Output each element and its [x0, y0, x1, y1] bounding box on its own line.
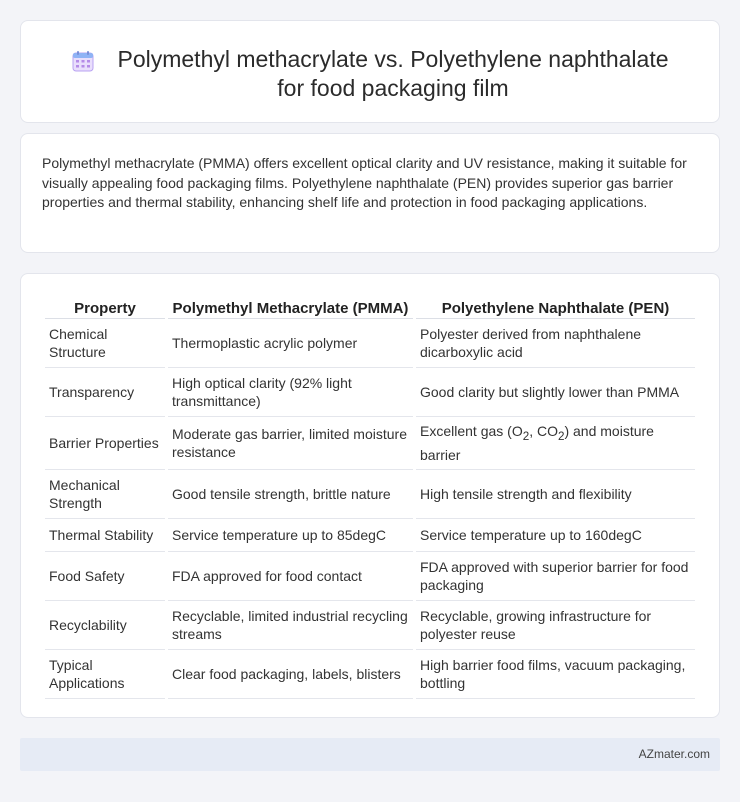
title-line-2: for food packaging film [277, 75, 509, 101]
cell-pen: High barrier food films, vacuum packaging, bottling [416, 650, 695, 699]
cell-pmma: FDA approved for food contact [168, 552, 413, 601]
cell-property: Recyclability [45, 601, 165, 650]
intro-card [20, 133, 720, 253]
cell-property: Barrier Properties [45, 417, 165, 470]
title-card [20, 20, 720, 123]
cell-pen: Polyester derived from naphthalene dicarboxylic acid [416, 319, 695, 368]
cell-pen: FDA approved with superior barrier for food packaging [416, 552, 695, 601]
table-row [45, 601, 695, 650]
table-row [45, 417, 695, 470]
comparison-table [42, 297, 698, 699]
cell-pen: Recyclable, growing infrastructure for polyester reuse [416, 601, 695, 650]
cell-pmma: Service temperature up to 85degC [168, 519, 413, 552]
cell-pen [416, 417, 695, 470]
cell-pen: Service temperature up to 160degC [416, 519, 695, 552]
title-line-1: Polymethyl methacrylate vs. Polyethylene naphthalate [117, 46, 669, 72]
pen-text-mid: , CO [529, 423, 558, 440]
cell-pmma: Clear food packaging, labels, blisters [168, 650, 413, 699]
cell-property: Chemical Structure [45, 319, 165, 368]
table-row [45, 470, 695, 519]
table-row [45, 368, 695, 417]
cell-pmma: Good tensile strength, brittle nature [168, 470, 413, 519]
cell-pmma: Thermoplastic acrylic polymer [168, 319, 413, 368]
cell-pmma: Recyclable, limited industrial recycling streams [168, 601, 413, 650]
subscript-co2: 2 [557, 429, 565, 443]
cell-pen: Good clarity but slightly lower than PMMA [416, 368, 695, 417]
table-row [45, 319, 695, 368]
table-row [45, 552, 695, 601]
intro-paragraph: Polymethyl methacrylate (PMMA) offers excellent optical clarity and UV resistance, making it suitable for visually appealing food packaging films. Polyethylene naphthalate (PEN) provides superior gas barrier properties and thermal stability, enhancing shelf life and protection in food packaging applications. [42, 155, 687, 210]
cell-property: Thermal Stability [45, 519, 165, 552]
subscript-o2: 2 [522, 429, 530, 443]
header-property: Property [45, 297, 165, 319]
table-header-row [45, 297, 695, 319]
cell-property: Food Safety [45, 552, 165, 601]
table-row [45, 650, 695, 699]
pen-text-prefix: Excellent gas (O [420, 423, 523, 440]
cell-property: Typical Applications [45, 650, 165, 699]
header-pen: Polyethylene Naphthalate (PEN) [416, 297, 695, 319]
table-row [45, 519, 695, 552]
pen-text-suffix: ) and moisture barrier [420, 423, 654, 463]
footer-brand: AZmater.com [638, 747, 710, 761]
cell-property: Mechanical Strength [45, 470, 165, 519]
page-title [117, 45, 668, 103]
footer-bar [20, 738, 720, 771]
cell-pmma: Moderate gas barrier, limited moisture resistance [168, 417, 413, 470]
comparison-table-card [20, 273, 720, 718]
calendar-icon [71, 49, 95, 73]
cell-pen: High tensile strength and flexibility [416, 470, 695, 519]
cell-property: Transparency [45, 368, 165, 417]
cell-pmma: High optical clarity (92% light transmittance) [168, 368, 413, 417]
header-pmma: Polymethyl Methacrylate (PMMA) [168, 297, 413, 319]
